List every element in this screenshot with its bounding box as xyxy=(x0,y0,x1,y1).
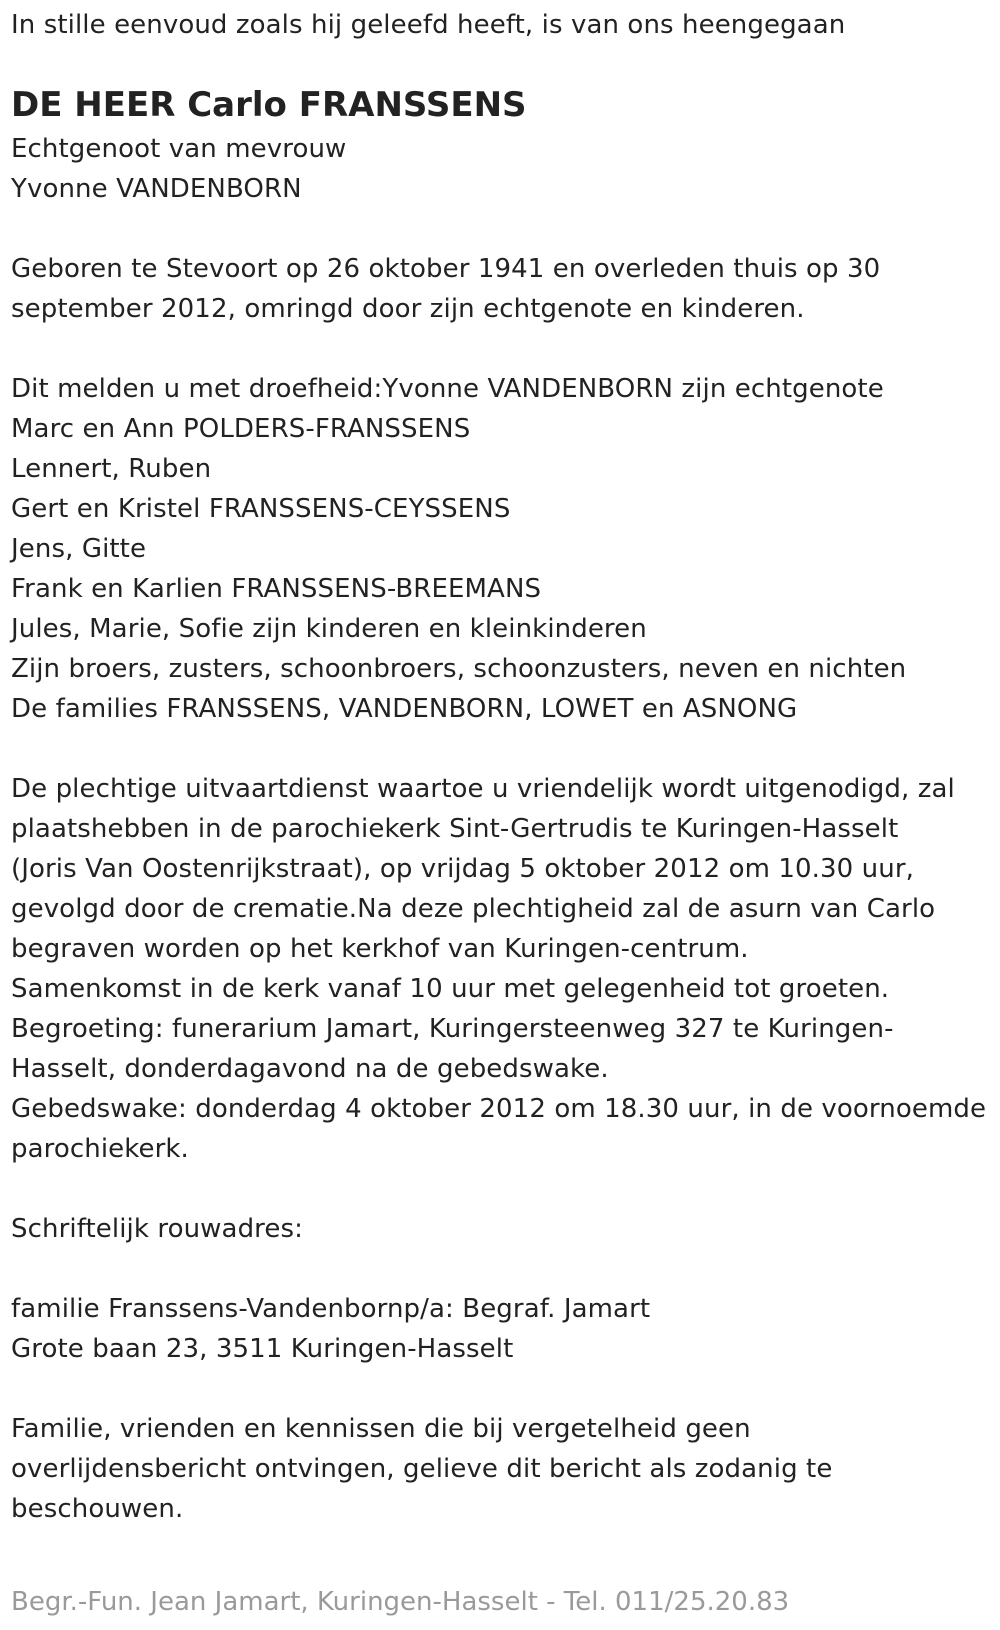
spacer xyxy=(11,1369,996,1409)
spacer xyxy=(11,209,996,249)
service-line: Gebedswake: donderdag 4 oktober 2012 om 18.30 uur, in de voornoemde xyxy=(11,1094,987,1124)
service-line: begraven worden op het kerkhof van Kuringen-centrum. xyxy=(11,934,749,964)
spouse-line: Echtgenoot van mevrouw xyxy=(11,134,347,164)
mourner-line: Gert en Kristel FRANSSENS-CEYSSENS xyxy=(11,494,511,524)
notice-line: Familie, vrienden en kennissen die bij vergetelheid geen xyxy=(11,1414,751,1444)
address-line: Grote baan 23, 3511 Kuringen-Hasselt xyxy=(11,1334,514,1364)
mourner-line: Dit melden u met droefheid:Yvonne VANDENBORN zijn echtgenote xyxy=(11,374,884,404)
service-line: parochiekerk. xyxy=(11,1134,189,1164)
spouse-name: Yvonne VANDENBORN xyxy=(11,174,302,204)
deceased-name: DE HEER Carlo FRANSSENS xyxy=(11,85,527,125)
service-line: Samenkomst in de kerk vanaf 10 uur met gelegenheid tot groeten. xyxy=(11,974,890,1004)
intro-text: In stille eenvoud zoals hij geleefd heeft, is van ons heengegaan xyxy=(11,10,846,40)
address-line: familie Franssens-Vandenbornp/a: Begraf. Jamart xyxy=(11,1294,651,1324)
mourner-line: Zijn broers, zusters, schoonbroers, schoonzusters, neven en nichten xyxy=(11,654,907,684)
mourner-line: Frank en Karlien FRANSSENS-BREEMANS xyxy=(11,574,542,604)
mourner-line: Marc en Ann POLDERS-FRANSSENS xyxy=(11,414,471,444)
mourner-line: De families FRANSSENS, VANDENBORN, LOWET en ASNONG xyxy=(11,694,798,724)
mourner-line: Lennert, Ruben xyxy=(11,454,212,484)
spacer xyxy=(11,729,996,769)
funeral-home-footer: Begr.-Fun. Jean Jamart, Kuringen-Hasselt - Tel. 011/25.20.83 xyxy=(11,1587,790,1617)
spacer xyxy=(11,1249,996,1289)
obituary-notice xyxy=(11,0,996,1529)
service-line: De plechtige uitvaartdienst waartoe u vriendelijk wordt uitgenodigd, zal xyxy=(11,774,955,804)
address-heading: Schriftelijk rouwadres: xyxy=(11,1214,303,1244)
spacer xyxy=(11,329,996,369)
service-line: plaatshebben in de parochiekerk Sint-Gertrudis te Kuringen-Hasselt xyxy=(11,814,899,844)
notice-line: overlijdensbericht ontvingen, gelieve dit bericht als zodanig te xyxy=(11,1454,833,1484)
birth-line: Geboren te Stevoort op 26 oktober 1941 en overleden thuis op 30 xyxy=(11,254,881,284)
service-line: Hasselt, donderdagavond na de gebedswake. xyxy=(11,1054,609,1084)
service-line: gevolgd door de crematie.Na deze plechtigheid zal de asurn van Carlo xyxy=(11,894,936,924)
spacer xyxy=(11,1169,996,1209)
notice-line: beschouwen. xyxy=(11,1494,184,1524)
service-line: (Joris Van Oostenrijkstraat), op vrijdag 5 oktober 2012 om 10.30 uur, xyxy=(11,854,914,884)
mourner-line: Jens, Gitte xyxy=(11,534,147,564)
service-line: Begroeting: funerarium Jamart, Kuringersteenweg 327 te Kuringen- xyxy=(11,1014,894,1044)
birth-line: september 2012, omringd door zijn echtgenote en kinderen. xyxy=(11,294,805,324)
mourner-line: Jules, Marie, Sofie zijn kinderen en kleinkinderen xyxy=(11,614,647,644)
